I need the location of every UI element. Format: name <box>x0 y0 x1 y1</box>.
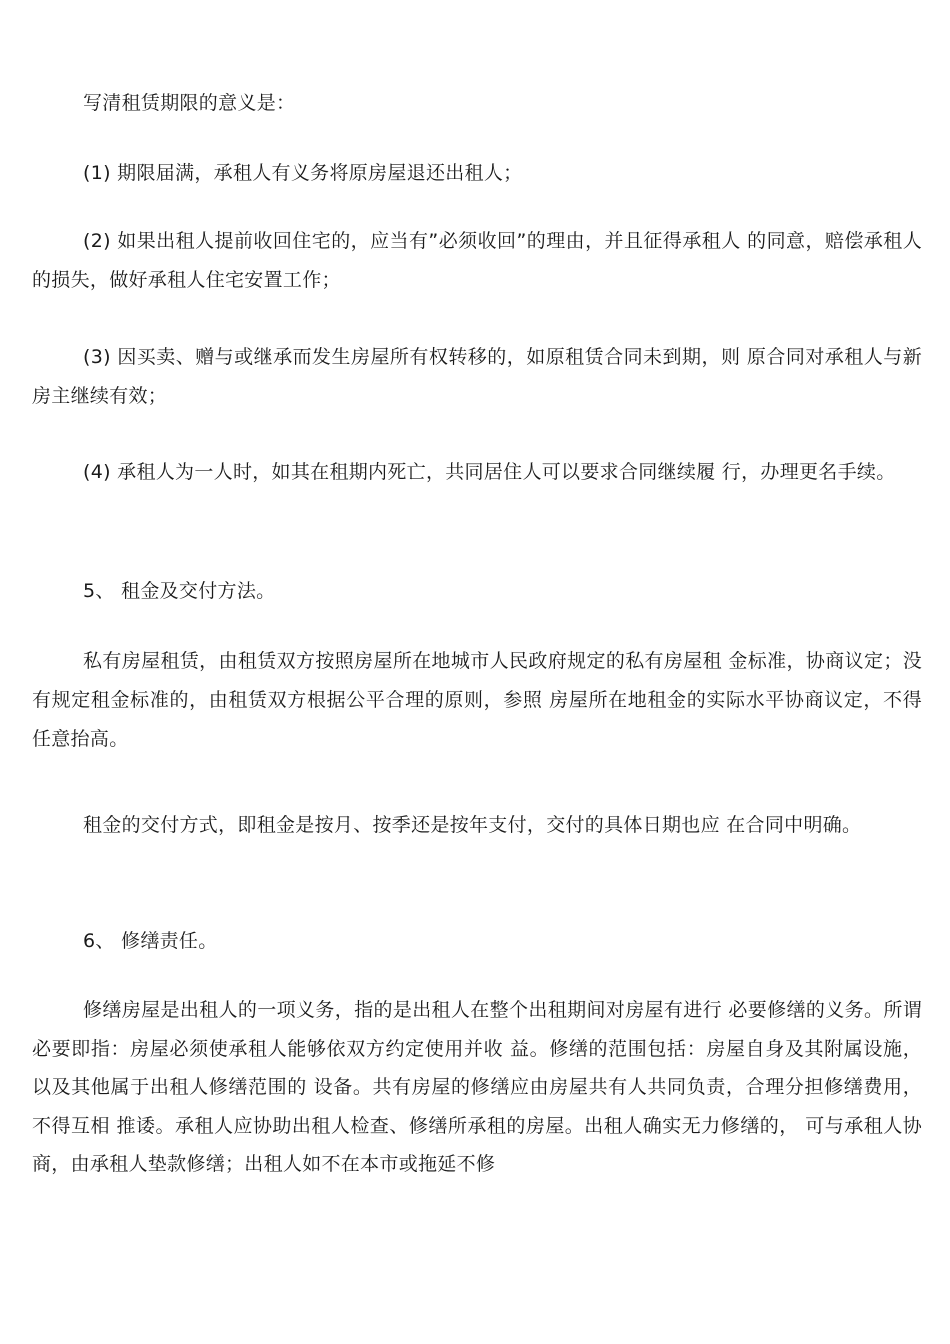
section-heading-rent: 5、 租金及交付方法。 <box>83 580 276 602</box>
section-heading-repair: 6、 修缮责任。 <box>83 930 218 952</box>
paragraph-item-2: (2) 如果出租人提前收回住宅的，应当有”必须收回”的理由，并且征得承租人 的同意，赔偿承租人的损失，做好承租人住宅安置工作； <box>32 230 922 291</box>
paragraph-item-4: (4) 承租人为一人时，如其在租期内死亡，共同居住人可以要求合同继续履 行，办理更名手续。 <box>83 461 896 483</box>
paragraph-item-1: (1) 期限届满，承租人有义务将原房屋退还出租人； <box>83 162 523 184</box>
paragraph-lease-term-intro: 写清租赁期限的意义是： <box>83 92 296 114</box>
paragraph-item-3: (3) 因买卖、赠与或继承而发生房屋所有权转移的，如原租赁合同未到期，则 原合同对承租人与新房主继续有效； <box>32 346 922 407</box>
paragraph-rent-payment: 租金的交付方式，即租金是按月、按季还是按年支付，交付的具体日期也应 在合同中明确。 <box>83 814 862 836</box>
paragraph-rent-standard: 私有房屋租赁，由租赁双方按照房屋所在地城市人民政府规定的私有房屋租 金标准，协商议定；没有规定租金标准的，由租赁双方根据公平合理的原则，参照 房屋所在地租金的实际水平协商议定，不得任意抬高。 <box>32 650 922 750</box>
paragraph-repair-duty: 修缮房屋是出租人的一项义务，指的是出租人在整个出租期间对房屋有进行 必要修缮的义务。所谓必要即指：房屋必须使承租人能够依双方约定使用并收 益。修缮的范围包括：房屋自身及其附属设施，以及其他属于出租人修缮范围的 设备。共有房屋的修缮应由房屋共有人共同负责，合理分担修缮费用，不得互相 推诿。承租人应协助出租人检查、修缮所承租的房屋。出租人确实无力修缮的， 可与承租人协商，由承租人垫款修缮；出租人如不在本市或拖延不修 <box>32 999 922 1175</box>
